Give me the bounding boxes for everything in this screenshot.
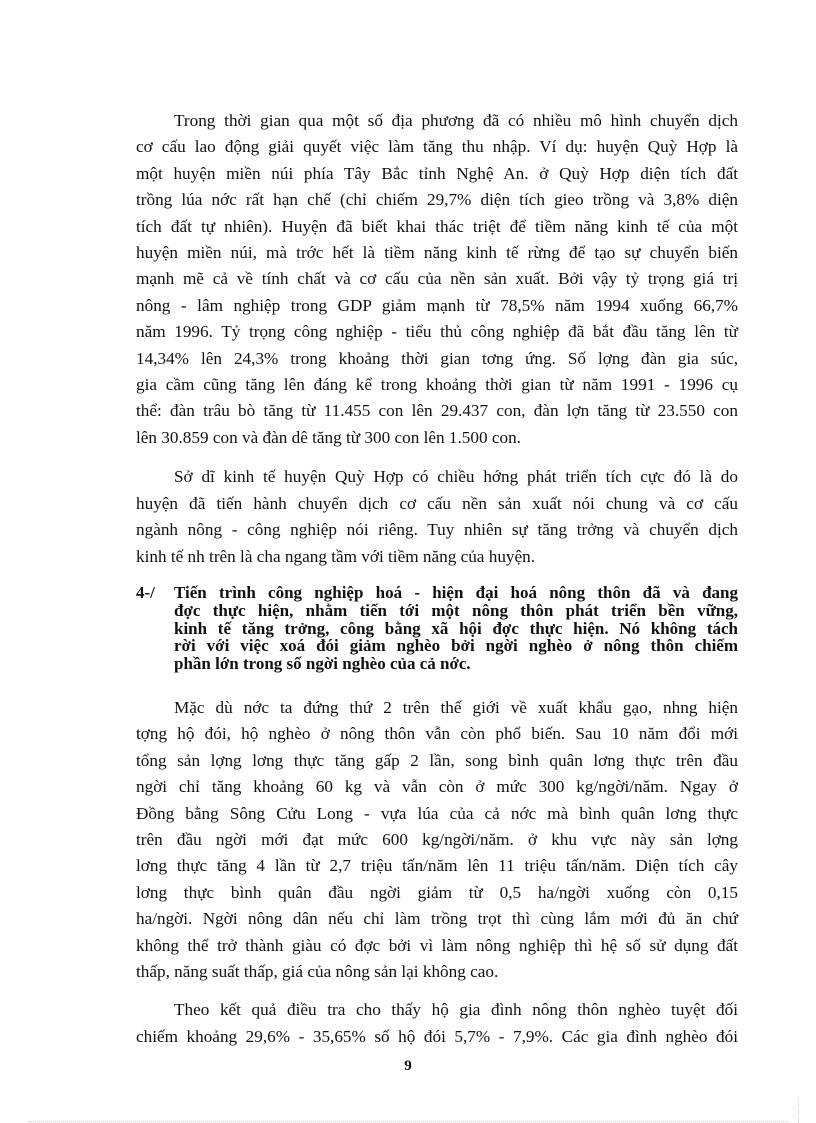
text-line: Mặc dù nớc ta đứng thứ 2 trên thế giới về xuất khẩu gạo, nhng hiện [174, 697, 738, 717]
text-line: gia cầm cũng tăng lên đáng kể trong khoảng thời gian từ năm 1991 - 1996 cụ [136, 375, 738, 395]
text-line: lơng thực bình quân đầu ngời giảm từ 0,5 ha/ngời xuống còn 0,15 [136, 882, 738, 902]
text-line: Trong thời gian qua một số địa phương đã có nhiều mô hình chuyển dịch [174, 111, 738, 130]
text-line: mạnh mẽ cả về tính chất và cơ cấu của nền sản xuất. Bởi vậy tỷ trọng giá trị [136, 269, 738, 289]
text-line: huyện đã tiến hành chuyển dịch cơ cấu nền sản xuất nói chung và cơ cấu [136, 493, 738, 513]
text-line: Theo kết quả điều tra cho thấy hộ gia đình nông thôn nghèo tuyệt đối [174, 1000, 738, 1020]
text-line: tổng sản lợng lơng thực tăng gấp 2 lần, song bình quân lơng thực trên đầu [136, 750, 738, 770]
text-line: thể: đàn trâu bò tăng từ 11.455 con lên 29.437 con, đàn lợn tăng từ 23.550 con [136, 401, 738, 421]
paragraph-2 [136, 464, 738, 570]
text-line: rời với việc xoá đói giảm nghèo bởi ngời nghèo ở nông thôn chiếm [174, 636, 738, 656]
page-bottom-rule [28, 1121, 788, 1122]
text-line: nông - lâm nghiệp trong GDP giảm mạnh từ 78,5% năm 1994 xuống 66,7% [136, 295, 738, 315]
page-corner-rule [798, 1098, 799, 1123]
text-line: không thể trở thành giàu có đợc bởi vì làm nông nghiệp thì hệ số sử dụng đất [136, 935, 738, 955]
text-line: kinh tế tăng trởng, công bằng xã hội đợc thực hiện. Nó không tách [174, 618, 738, 638]
text-line: thấp, năng suất thấp, giá của nông sản lại không cao. [136, 961, 499, 981]
text-line: chiếm khoảng 29,6% - 35,65% số hộ đói 5,7% - 7,9%. Các gia đình nghèo đói [136, 1026, 738, 1046]
text-line: cơ cấu lao động giải quyết việc làm tăng thu nhập. Ví dụ: huyện Quỳ Hợp là [136, 137, 738, 157]
document-page [136, 108, 738, 1050]
text-line: trên đầu ngời mới đạt mức 600 kg/ngời/năm. ở khu vực này sản lợng [136, 829, 738, 849]
text-line: đợc thực hiện, nhằm tiến tới một nông thôn phát triển bền vững, [174, 600, 738, 620]
text-line: ha/ngời. Ngời nông dân nếu chỉ làm trồng trọt thì cùng lắm mới đủ ăn chứ [136, 909, 738, 929]
text-line: Sở dĩ kinh tế huyện Quỳ Hợp có chiều hớng phát triển tích cực đó là do [174, 467, 738, 487]
text-line: lên 30.859 con và đàn dê tăng từ 300 con lên 1.500 con. [136, 427, 521, 447]
text-line: 14,34% lên 24,3% trong khoảng thời gian tơng ứng. Số lợng đàn gia súc, [136, 348, 738, 368]
page-number: 9 [404, 1058, 412, 1074]
text-line: phần lớn trong số ngời nghèo của cả nớc. [174, 654, 471, 674]
paragraph-4 [136, 997, 738, 1050]
section-heading-text [174, 584, 738, 673]
text-line: một huyện miền núi phía Tây Bắc tỉnh Nghệ An. ở Quỳ Hợp diện tích đất [136, 163, 738, 183]
text-line: ngành nông - công nghiệp nói riêng. Tuy nhiên sự tăng trởng và chuyển dịch [136, 520, 738, 540]
section-4-heading [136, 584, 738, 673]
text-line: trồng lúa nớc rất hạn chế (chỉ chiếm 29,7% diện tích gieo trồng và 3,8% diện [136, 190, 738, 210]
paragraph-1 [136, 108, 738, 451]
text-line: Tiến trình công nghiệp hoá - hiện đại hoá nông thôn đã và đang [174, 582, 738, 602]
paragraph-3 [136, 695, 738, 985]
text-line: huyện miền núi, mà trớc hết là tiềm năng kinh tế rừng để tạo sự chuyển biến [136, 243, 738, 263]
text-line: tích đất tự nhiên). Huyện đã biết khai thác triệt để tiềm năng kinh tế của một [136, 216, 738, 236]
text-line: Đồng bằng Sông Cửu Long - vựa lúa của cả nớc mà bình quân lơng thực [136, 803, 738, 823]
text-line: tợng hộ đói, hộ nghèo ở nông thôn vẫn còn phổ biến. Sau 10 năm đổi mới [136, 724, 738, 744]
section-number: 4-/ [136, 582, 155, 602]
text-line: lơng thực tăng 4 lần từ 2,7 triệu tấn/năm lên 11 triệu tấn/năm. Diện tích cây [136, 856, 738, 876]
text-line: năm 1996. Tỷ trọng công nghiệp - tiểu thủ công nghiệp đã bắt đầu tăng lên từ [136, 322, 738, 342]
text-line: kinh tế nh trên là cha ngang tầm với tiềm năng của huyện. [136, 546, 536, 566]
text-line: ngời chỉ tăng khoảng 60 kg và vẫn còn ở mức 300 kg/ngời/năm. Ngay ở [136, 777, 738, 797]
